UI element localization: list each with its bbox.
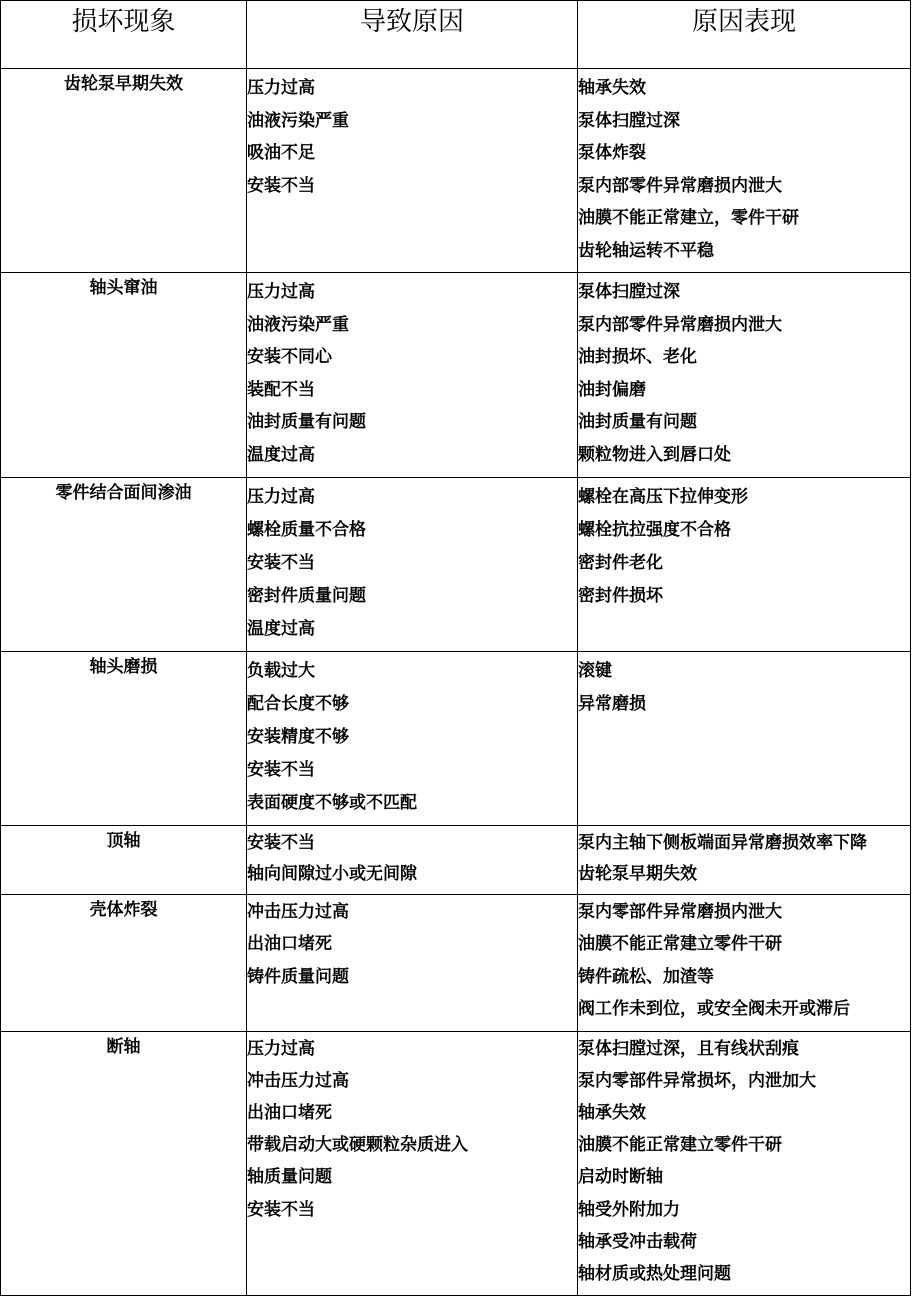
cause-line: 油封质量有问题: [247, 412, 366, 433]
cause-line: 吸油不足: [247, 143, 315, 163]
manifestation-line: 油膜不能正常建立零件干研: [578, 934, 782, 955]
cause-line: 压力过高: [247, 486, 315, 507]
cause-line: 表面硬度不够或不匹配: [247, 792, 417, 813]
cause-line: 铸件质量问题: [247, 966, 349, 987]
cause-line: 安装不当: [247, 552, 315, 573]
manifestation-line: 泵体炸裂: [578, 143, 646, 163]
manifestation-line: 油封质量有问题: [578, 412, 697, 433]
manifestations-cell: [578, 69, 911, 273]
cause-line: 装配不当: [247, 379, 315, 400]
cause-line: 负载过大: [247, 660, 315, 681]
manifestation-line: 泵内部零件异常磨损内泄大: [578, 314, 782, 335]
manifestation-line: 密封件老化: [578, 552, 663, 573]
manifestation-line: 齿轮泵早期失效: [578, 863, 697, 884]
phenomenon-cell: 轴头磨损: [1, 651, 247, 825]
header-cause: 导致原因: [247, 1, 578, 69]
manifestation-line: 油膜不能正常建立零件干研: [578, 1135, 782, 1156]
manifestation-line: 密封件损坏: [578, 585, 663, 606]
phenomenon-cell: 壳体炸裂: [1, 894, 247, 1031]
manifestation-line: 异常磨损: [578, 693, 646, 714]
cause-line: 冲击压力过高: [247, 901, 349, 922]
table-row: [1, 69, 911, 273]
manifestation-line: 启动时断轴: [578, 1167, 663, 1188]
manifestations-cell: [578, 651, 911, 825]
cause-line: 螺栓质量不合格: [247, 519, 366, 540]
causes-cell: [247, 69, 578, 273]
manifestation-line: 泵内部零件异常磨损内泄大: [578, 175, 782, 196]
manifestation-line: 泵体扫膛过深: [578, 110, 680, 131]
header-phenomenon: 损坏现象: [1, 1, 247, 69]
manifestation-line: 铸件疏松、加渣等: [578, 966, 714, 987]
manifestation-line: 轴材质或热处理问题: [578, 1263, 731, 1284]
manifestation-line: 颗粒物进入到唇口处: [578, 444, 731, 465]
manifestations-cell: [578, 1031, 911, 1296]
manifestation-line: 螺栓在高压下拉伸变形: [578, 486, 748, 507]
phenomenon-cell: 齿轮泵早期失效: [1, 69, 247, 273]
cause-line: 压力过高: [247, 78, 315, 98]
manifestation-line: 齿轮轴运转不平稳: [578, 240, 714, 261]
phenomenon-cell: 断轴: [1, 1031, 247, 1296]
table-row: [1, 651, 911, 825]
cause-line: 安装不当: [247, 832, 315, 853]
phenomenon-cell: 轴头窜油: [1, 273, 247, 478]
phenomenon-cell: 零件结合面间渗油: [1, 477, 247, 651]
manifestation-line: 泵体扫膛过深: [578, 282, 680, 302]
header-row: [1, 1, 911, 69]
causes-cell: [247, 273, 578, 478]
causes-cell: [247, 825, 578, 894]
cause-line: 带载启动大或硬颗粒杂质进入: [247, 1135, 468, 1156]
manifestation-line: 轴承受冲击载荷: [578, 1231, 697, 1252]
manifestation-line: 轴受外附加力: [578, 1199, 680, 1220]
cause-line: 配合长度不够: [247, 693, 349, 714]
cause-line: 冲击压力过高: [247, 1070, 349, 1091]
manifestation-line: 泵内主轴下侧板端面异常磨损效率下降: [578, 832, 867, 853]
table-row: [1, 894, 911, 1031]
causes-cell: [247, 894, 578, 1031]
cause-line: 温度过高: [247, 618, 315, 639]
cause-line: 安装精度不够: [247, 726, 349, 747]
phenomenon-cell: 顶轴: [1, 825, 247, 894]
table-row: [1, 1031, 911, 1296]
cause-line: 轴质量问题: [247, 1167, 332, 1188]
manifestations-cell: [578, 477, 911, 651]
cause-line: 压力过高: [247, 1038, 315, 1059]
cause-line: 密封件质量问题: [247, 585, 366, 606]
cause-line: 温度过高: [247, 444, 315, 465]
cause-line: 轴向间隙过小或无间隙: [247, 863, 417, 884]
manifestation-line: 滚键: [578, 660, 612, 681]
manifestations-cell: [578, 894, 911, 1031]
cause-line: 安装不当: [247, 175, 315, 196]
manifestations-cell: [578, 825, 911, 894]
header-manifestation: 原因表现: [578, 1, 911, 69]
causes-cell: [247, 1031, 578, 1296]
cause-line: 安装不当: [247, 759, 315, 780]
cause-line: 压力过高: [247, 282, 315, 302]
manifestations-cell: [578, 273, 911, 478]
cause-line: 油液污染严重: [247, 314, 349, 335]
manifestation-line: 油封偏磨: [578, 379, 646, 400]
causes-cell: [247, 477, 578, 651]
table-row: [1, 477, 911, 651]
causes-cell: [247, 651, 578, 825]
cause-line: 出油口堵死: [247, 934, 332, 955]
manifestation-line: 阀工作未到位，或安全阀未开或滞后: [578, 999, 850, 1020]
manifestation-line: 轴承失效: [578, 1102, 646, 1123]
cause-line: 安装不当: [247, 1199, 315, 1220]
manifestation-line: 轴承失效: [578, 78, 646, 98]
manifestation-line: 油膜不能正常建立，零件干研: [578, 208, 799, 228]
manifestation-line: 泵内零部件异常损坏，内泄加大: [578, 1070, 816, 1091]
cause-line: 安装不同心: [247, 347, 332, 368]
manifestation-line: 泵内零部件异常磨损内泄大: [578, 901, 782, 922]
table-row: [1, 273, 911, 478]
cause-line: 出油口堵死: [247, 1102, 332, 1123]
manifestation-line: 油封损坏、老化: [578, 347, 697, 368]
manifestation-line: 泵体扫膛过深，且有线状刮痕: [578, 1038, 799, 1059]
table-row: [1, 825, 911, 894]
cause-line: 油液污染严重: [247, 110, 349, 131]
manifestation-line: 螺栓抗拉强度不合格: [578, 519, 731, 540]
